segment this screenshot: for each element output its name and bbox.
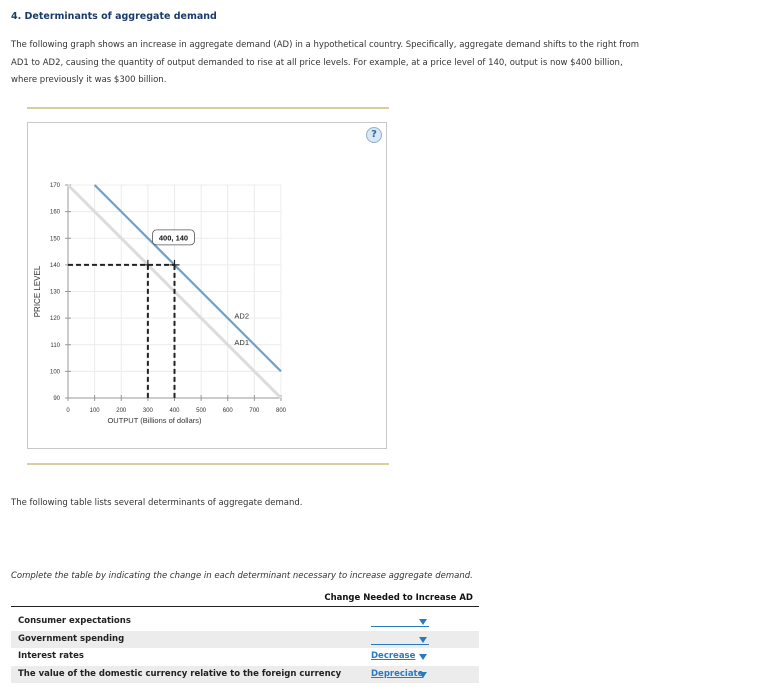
y-tick-label: 100: [49, 369, 60, 376]
row-label: Interest rates: [18, 651, 84, 661]
dropdown-value: Decrease: [371, 651, 416, 661]
x-tick-label: 200: [116, 408, 127, 414]
y-axis-title: PRICE LEVEL: [33, 265, 42, 318]
point-callout[interactable]: [153, 230, 195, 245]
x-tick-label: 600: [222, 408, 233, 414]
top-divider: [27, 107, 389, 109]
y-tick-label: 160: [49, 209, 60, 216]
row-label: Consumer expectations: [18, 616, 131, 626]
y-tick-label: 170: [49, 183, 60, 189]
dropdown-arrow-icon: [419, 619, 427, 625]
consumer-expectations-dropdown[interactable]: [371, 613, 429, 630]
help-icon[interactable]: ?: [366, 127, 382, 143]
y-tick-label: 90: [53, 396, 60, 402]
government-spending-dropdown[interactable]: [371, 631, 429, 648]
dropdown-arrow-icon: [419, 654, 427, 660]
ad2-curve: [95, 185, 281, 371]
x-tick-label: 700: [249, 408, 260, 414]
row-label: The value of the domestic currency relative to the foreign currency: [18, 668, 342, 679]
dropdown-underline: [371, 626, 429, 627]
bottom-divider: [27, 463, 389, 465]
table-row: [11, 613, 479, 631]
x-axis-title: OUTPUT (Billions of dollars): [107, 416, 202, 425]
ad2-label: AD2: [234, 311, 249, 321]
x-tick-label: 300: [142, 408, 153, 414]
page-heading: 4. Determinants of aggregate demand: [11, 11, 217, 22]
table-row: [11, 631, 479, 649]
dropdown-underline: [371, 644, 429, 645]
currency-value-dropdown[interactable]: [371, 666, 429, 683]
table-header: Change Needed to Increase AD: [11, 591, 479, 607]
y-tick-label: 130: [49, 289, 60, 296]
x-tick-label: 400: [169, 408, 180, 414]
determinants-table: [11, 591, 479, 683]
ad-chart: [27, 122, 327, 449]
table-lead-text: The following table lists several determinants of aggregate demand.: [11, 498, 303, 508]
dropdown-value: Depreciate: [371, 668, 424, 679]
x-tick-label: 0: [66, 408, 70, 414]
dropdown-arrow-icon: [419, 672, 427, 678]
table-row: [11, 666, 479, 684]
x-tick-label: 500: [196, 408, 207, 414]
dropdown-arrow-icon: [419, 637, 427, 643]
x-tick-label: 800: [275, 408, 287, 414]
y-tick-label: 110: [50, 342, 60, 349]
y-tick-label: 150: [49, 236, 60, 243]
y-tick-label: 140: [49, 262, 60, 269]
instructions-text: Complete the table by indicating the change in each determinant necessary to increase aggregate demand.: [11, 571, 473, 581]
row-label: Government spending: [18, 633, 125, 644]
interest-rates-dropdown[interactable]: [371, 648, 429, 665]
intro-paragraph: The following graph shows an increase in aggregate demand (AD) in a hypothetical country. Specifically, aggregate demand shifts to the right from AD1 to AD2, causing the quantity of output demanded to rise at all price levels. For example, at a price level of 140, output is now $400 billion, where previously it was $300 billion.: [11, 40, 640, 85]
table-row: [11, 648, 479, 666]
callout-text: 400, 140: [158, 233, 189, 243]
x-tick-label: 100: [89, 408, 100, 414]
ad1-label: AD1: [234, 338, 249, 348]
y-tick-label: 120: [49, 316, 60, 323]
